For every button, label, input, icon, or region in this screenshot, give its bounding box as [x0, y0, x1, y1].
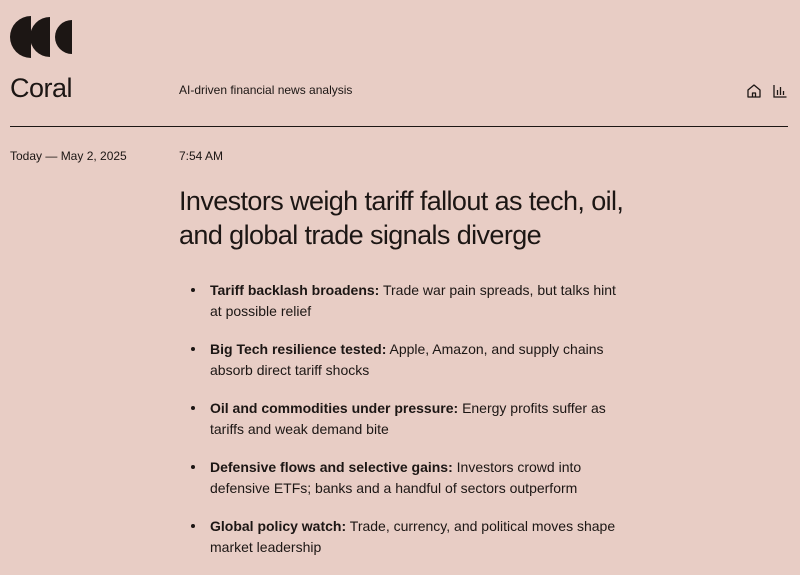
summary-bullet [179, 398, 619, 440]
coral-logo-icon [10, 16, 72, 58]
bullet-text: Apple, Amazon, and supply chains absorb direct tariff shocks [210, 341, 604, 378]
bullet-title: Big Tech resilience tested: [210, 341, 387, 357]
bullet-text: Trade war pain spreads, but talks hint at possible relief [210, 282, 616, 319]
bullet-text: Trade, currency, and political moves shape market leadership [210, 518, 616, 555]
home-icon[interactable] [746, 83, 762, 99]
article-time: 7:54 AM [179, 149, 224, 163]
article-date: Today — May 2, 2025 [10, 149, 127, 163]
header-nav [746, 83, 788, 99]
summary-bullet [179, 516, 619, 558]
header-divider [10, 126, 788, 127]
bullet-title: Defensive flows and selective gains: [210, 459, 453, 475]
tagline: AI-driven financial news analysis [179, 83, 353, 97]
bar-chart-icon[interactable] [772, 83, 788, 99]
summary-bullet [179, 457, 619, 499]
bullet-title: Global policy watch: [210, 518, 347, 534]
article-headline: Investors weigh tariff fallout as tech, oil, and global trade signals diverge [179, 186, 624, 250]
summary-bullet [179, 280, 619, 322]
bullet-title: Oil and commodities under pressure: [210, 400, 459, 416]
bullet-text: Investors crowd into defensive ETFs; banks and a handful of sectors outperform [210, 459, 582, 496]
summary-bullet [179, 339, 619, 381]
brand-name: Coral [10, 73, 73, 103]
summary-bullet-list [179, 280, 619, 575]
bullet-text: Energy profits suffer as tariffs and weak demand bite [210, 400, 606, 437]
bullet-title: Tariff backlash broadens: [210, 282, 380, 298]
